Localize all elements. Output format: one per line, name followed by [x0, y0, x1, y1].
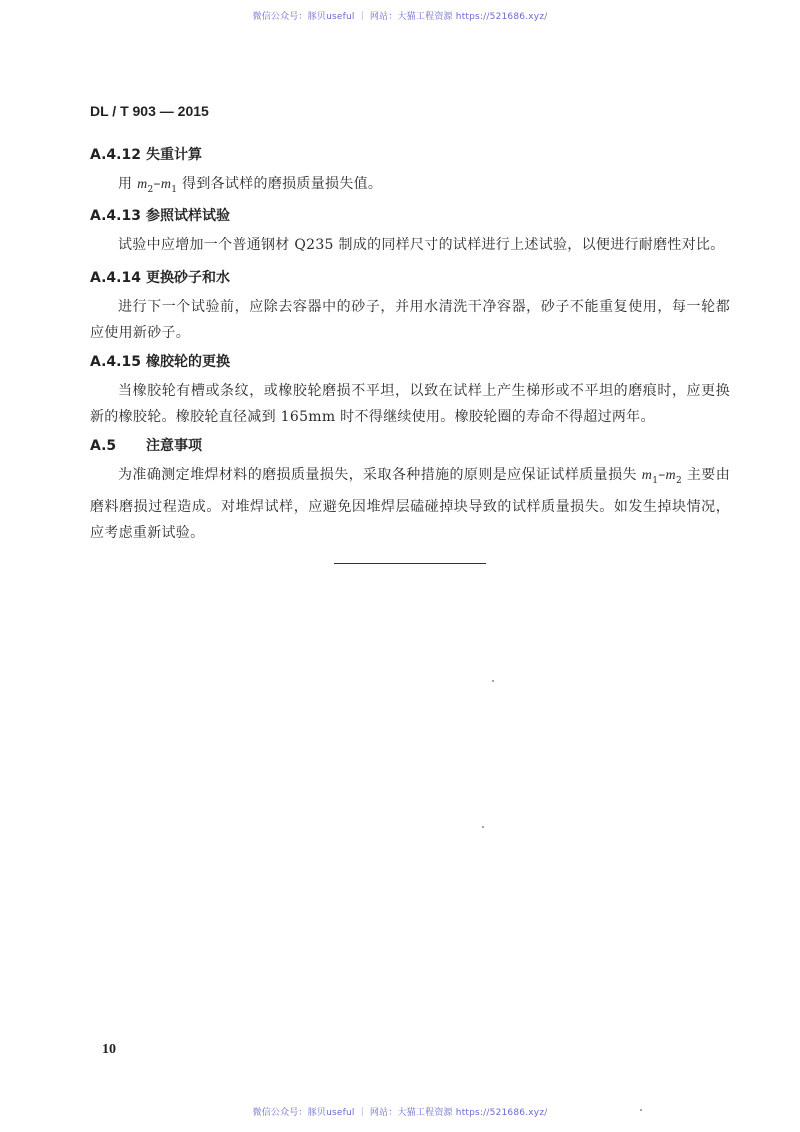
- section-number: A.5: [90, 438, 117, 454]
- section-title: 注意事项: [146, 438, 202, 454]
- section-a-4-14: [90, 268, 730, 346]
- section-a-4-15: [90, 352, 730, 430]
- section-body: 为准确测定堆焊材料的磨损质量损失，采取各种措施的原则是应保证试样质量损失 $m_1-m_2$ 主要由磨料磨损过程造成。对堆焊试样，应避免因堆焊层磕碰掉块导致的试样质量损失。如发生掉块情况，应考虑重新试验。: [90, 467, 730, 541]
- section-heading: [90, 145, 730, 165]
- section-number: A.4.15: [90, 354, 141, 370]
- section-number: A.4.12: [90, 147, 141, 163]
- end-of-text-rule: [334, 563, 486, 564]
- section-number: A.4.14: [90, 270, 141, 286]
- section-title: 失重计算: [146, 147, 202, 163]
- section-heading: [90, 206, 730, 226]
- section-a-5: [90, 436, 730, 546]
- section-title: 参照试样试验: [146, 208, 230, 224]
- section-heading: [90, 436, 730, 456]
- section-body: 试验中应增加一个普通钢材 Q235 制成的同样尺寸的试样进行上述试验，以便进行耐磨性对比。: [118, 237, 725, 253]
- section-body: 进行下一个试验前，应除去容器中的砂子，并用水清洗干净容器，砂子不能重复使用，每一轮都应使用新砂子。: [90, 299, 730, 341]
- section-title: 橡胶轮的更换: [146, 354, 230, 370]
- scan-speck: [482, 826, 484, 828]
- section-heading: [90, 268, 730, 288]
- page-number: 10: [102, 1042, 116, 1057]
- section-a-4-13: [90, 206, 730, 258]
- watermark-top: 微信公众号：豚贝useful ｜ 网站：大猫工程资源 https://521686.xyz/: [252, 12, 548, 22]
- section-title: 更换砂子和水: [146, 270, 230, 286]
- section-number: A.4.13: [90, 208, 141, 224]
- formula-mass-difference: $m_2-m_1$: [137, 176, 178, 195]
- section-a-4-12: [90, 145, 730, 203]
- watermark-bottom: 微信公众号：豚贝useful ｜ 网站：大猫工程资源 https://521686.xyz/: [252, 1108, 548, 1118]
- scan-speck: [492, 680, 494, 682]
- section-body: 用 $m_2-m_1$ 得到各试样的磨损质量损失值。: [118, 176, 383, 195]
- section-heading: [90, 352, 730, 372]
- formula-mass-difference: $m_1-m_2$: [641, 467, 682, 486]
- document-code: DL / T 903 — 2015: [90, 103, 209, 119]
- section-body: 当橡胶轮有槽或条纹，或橡胶轮磨损不平坦，以致在试样上产生梯形或不平坦的磨痕时，应更换新的橡胶轮。橡胶轮直径减到 165mm 时不得继续使用。橡胶轮圈的寿命不得超过两年。: [90, 383, 730, 425]
